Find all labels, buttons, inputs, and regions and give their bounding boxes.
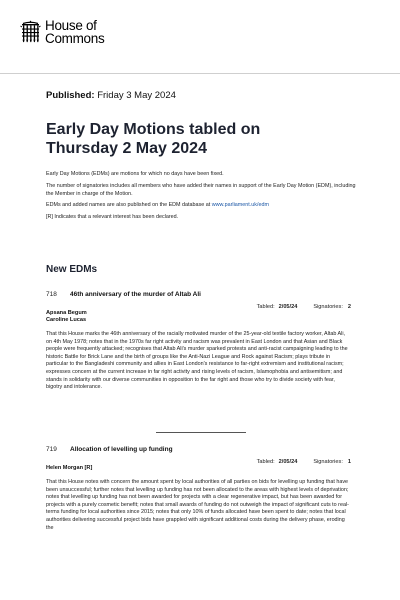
signatories-label: Signatories: (313, 459, 343, 465)
header-divider (0, 73, 400, 74)
edm-number: 718 (46, 291, 57, 298)
edm-header (46, 291, 351, 299)
logo-line-1: House of (45, 18, 97, 33)
edm-separator (156, 432, 246, 433)
edm-database-link[interactable]: www.parliament.uk/edm (211, 202, 269, 208)
intro-paragraph-2: The number of signatories includes all members who have added their names in support of the Early Day Motion (EDM), including the Member in charge of the Motion. (46, 182, 356, 197)
signer-name: Apsana Begum (46, 310, 87, 316)
tabled-label: Tabled: (256, 304, 275, 310)
edm-item (46, 291, 351, 392)
intro-paragraph-4: [R] Indicates that a relevant interest has been declared. (46, 213, 179, 220)
published-label: Published: (46, 90, 95, 101)
edm-title: Allocation of levelling up funding (70, 446, 173, 453)
page-title (46, 120, 366, 158)
tabled-date: 2/05/24 (278, 304, 298, 310)
intro-paragraph-3 (46, 201, 361, 209)
signatories-count: 1 (347, 459, 351, 465)
house-of-commons-logo (20, 20, 104, 45)
tabled-label: Tabled: (256, 459, 275, 465)
signatories-label: Signatories: (313, 304, 343, 310)
intro-paragraph-3-text: EDMs and added names are also published on the EDM database at (46, 202, 212, 208)
logo-line-2: Commons (45, 30, 105, 46)
signer-name: Caroline Lucas (46, 317, 87, 323)
signatories-count: 2 (347, 304, 351, 310)
edm-title: 46th anniversary of the murder of Altab Ali (70, 291, 201, 298)
edm-item (46, 446, 351, 532)
published-date: Friday 3 May 2024 (97, 90, 176, 101)
intro-paragraph-1: Early Day Motions (EDMs) are motions for which no days have been fixed. (46, 171, 224, 177)
intro-section (46, 170, 361, 224)
edm-header (46, 446, 351, 454)
published-line (46, 90, 176, 101)
tabled-date: 2/05/24 (278, 459, 298, 465)
signer-name: Helen Morgan [R] (46, 465, 93, 471)
motion-text: That this House marks the 46th anniversary of the racially motivated murder of the 25-year-old textile factory worker, Altab Ali, on 4th May 1978; notes that in the 1970s far right activity and racism was prevalent in East London and that Asian and Black people were frequently attacked; recognises that Altab Ali's murder sparked protests and anti-racist campaigning leading to the historic Battle for Brick Lane and the birth of groups like the Anti-Nazi League and Rock against Racism; plays tribute in particular to the Bangladeshi community and allies in East London's resistance to far-right extremism and institutional racism; expresses concern at the current increase in far right activity and rising levels of racism, Islamophobia and antisemitism; and stands in solidarity with our diverse communities in opposition to the far right and those who try to divide society with fear, bigotry and intolerance. (46, 331, 348, 391)
title-line-2: Thursday 2 May 2024 (46, 140, 207, 157)
edm-number: 719 (46, 446, 57, 453)
motion-text: That this House notes with concern the amount spent by local authorities of all parties on bids for levelling up funding that have been unsuccessful; further notes that levelling up funding has not been allocated to the areas with highest levels of deprivation; notes that levelling up funding has not been awarded for projects with a clear regenerative impact, but has been awarded for projects with a purely cosmetic benefit; notes that small awards of funding do not outweigh the impact of significant cuts to real-terms funding for local authorities since 2015; notes that only 10% of funds allocated have been spent to date; notes that local authorities delivering successful project bids have grappled with significant additional costs during the delivery phase, eroding the (46, 479, 349, 531)
portcullis-icon (20, 20, 41, 43)
section-heading: New EDMs (46, 264, 98, 275)
title-line-1: Early Day Motions tabled on (46, 121, 261, 138)
logo-wordmark (45, 20, 104, 45)
